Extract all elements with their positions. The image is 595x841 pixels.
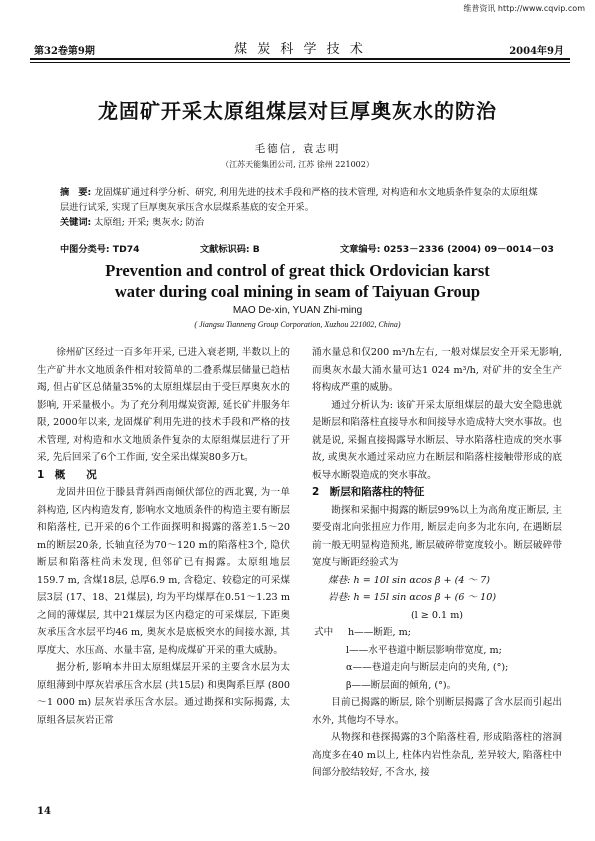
keywords-text: 太原组; 开采; 奥灰水; 防治 [94,217,205,228]
where-line-h [312,624,562,642]
article-title-en-line1: Prevention and control of great thick Ordovician karst [105,261,490,280]
equation-coal-roadway: 煤巷: h = 10l sin αcos β + (4 ～ 7) [328,574,491,586]
abstract-block [60,185,540,230]
document-code: 文献标识码: B [200,244,260,255]
body-paragraph: 通过分析认为: 该矿开采太原组煤层的最大安全隐患就是断层和陷落柱直接导水和间接导水造成特大突水事故。也就是说, 采掘直接揭露导水断层、导水陷落柱造成的突水事故, 或奥灰水通过采动应力在断层和陷落柱接触带形成的底板导水断裂造成的突水事故。 [312,399,562,481]
where-def-beta: β——断层面的倾角, (°)。 [346,679,457,691]
keywords-label: 关键词: [60,217,92,228]
abstract-text: 龙固煤矿通过科学分析、研究, 利用先进的技术手段和严格的技术管理, 对构造和水文地质条件复杂的太原组煤层进行试采, 实现了巨厚奥灰承压含水层煤系基底的安全开采。 [60,187,538,213]
where-label: 式中 [314,627,334,638]
section-heading-2: 2 断层和陷落柱的特征 [312,486,425,498]
body-paragraph: 龙固井田位于滕县背斜西南倾伏部位的西北翼, 为一单斜构造, 区内构造发育, 影响水文地质条件的构造主要有断层和陷落柱, 已开采的6个工作面探明和揭露的落差1.5～20 m的断层20条, 长轴直径为70～120 m的陷落柱3个, 隐伏断层和陷落柱尚未发现, 但邻矿已有揭露。太原组地层159.7 m, 含煤18层, 总厚6.9 m, 含稳定、较稳定的可采煤层3层 (17、18、21煤层), 均为平均煤厚在0.51～1.23 m之间的薄煤层, 其中21煤层为区内稳定的可采煤层, 下距奥灰承压含水层平均46 m, 奥灰水是底板突水的间接水源, 其厚度大、水压高、水量丰富, 是构成煤矿开采的重大威胁。 [37,487,290,656]
where-def-h: h——断距, m; [348,627,411,638]
article-title-en-line2: water during coal mining in seam of Taiyuan Group [114,282,481,301]
article-title-cn: 龙固矿开采太原组煤层对巨厚奥灰水的防治 [98,99,497,123]
affiliation-en: ( Jiangsu Tianneng Group Corporation, Xuzhou 221002, China) [194,320,401,329]
journal-header [30,34,570,58]
journal-name: 煤 炭 科 学 技 术 [234,42,366,57]
equation-rock-roadway: 岩巷: h = 15l sin αcos β + (6 ～ 10) [328,592,497,603]
clc-number: 中图分类号: TD74 [60,244,140,255]
abstract-label: 摘 要: [60,187,92,198]
where-def-l: l——水平巷道中断层影响带宽度, m; [346,644,502,656]
keywords-line [60,215,540,230]
where-def-alpha: α——巷道走向与断层走向的夹角, (°); [346,662,509,673]
body-paragraph: 目前已揭露的断层, 除个别断层揭露了含水层而引起出水外, 其他均不导水。 [312,697,562,726]
header-rule-thick [30,58,570,60]
header-rule-thin [30,62,570,63]
body-paragraph: 据分析, 影响本井田太原组煤层开采的主要含水层为太原组薄到中厚灰岩承压含水层 (共15层) 和奥陶系巨厚 (800～1 000 m) 层灰岩承压含水层。通过勘探和实际揭露, 太原组各层灰岩正常 [37,662,290,726]
authors-cn: 毛德信, 袁志明 [254,143,341,155]
left-column [37,344,290,729]
intro-paragraph: 徐州矿区经过一百多年开采, 已进入衰老期, 半数以上的生产矿井水文地质条件相对较简单的二叠系煤层储量已趋枯竭, 但占矿区总储量35%的太原组煤层由于受巨厚奥灰水的影响, 开采量极小。为了充分利用煤炭资源, 延长矿井服务年限, 2000年以来, 龙固煤矿利用先进的技术手段和严格的技术管理, 对构造和水文地质条件复杂的太原组煤层进行了开采, 先后回采了6个工作面, 安全采出煤炭80多万t。 [37,347,290,463]
article-number: 文章编号: 0253－2336 (2004) 09－0014－03 [340,244,554,255]
abstract-paragraph [60,185,540,215]
page-number: 14 [37,806,51,817]
section-heading-1: 1 概 况 [37,468,97,481]
issue-label: 第32卷第9期 [34,46,95,57]
authors-en: MAO De-xin, YUAN Zhi-ming [232,305,363,316]
right-column [312,344,562,782]
watermark-text: 维普资讯 http://www.cqvip.com [463,4,585,13]
issue-date: 2004年9月 [509,46,564,57]
body-paragraph: 勘探和采掘中揭露的断层99%以上为高角度正断层, 主要受南北向张扭应力作用, 断层走向多为北东向, 在遇断层前一般无明显构造预兆, 断层破碎带宽度较小。断层破碎带宽度与断距经验式为 [312,504,562,568]
continued-paragraph: 涌水量总和仅200 m³/h左右, 一般对煤层安全开采无影响, 而奥灰水最大涌水量可达1 024 m³/h, 对矿井的安全生产将构成严重的威胁。 [312,347,562,393]
body-paragraph: 从物探和巷探揭露的3个陷落柱看, 形成陷落柱的溶洞高度多在40 m以上, 柱体内岩性杂乱, 差异较大, 陷落柱中间部分胶结较好, 不含水, 接 [312,732,562,778]
equation-condition: (l ≥ 0.1 m) [410,609,464,621]
affiliation-cn: （江苏天能集团公司, 江苏 徐州 221002） [221,160,374,169]
